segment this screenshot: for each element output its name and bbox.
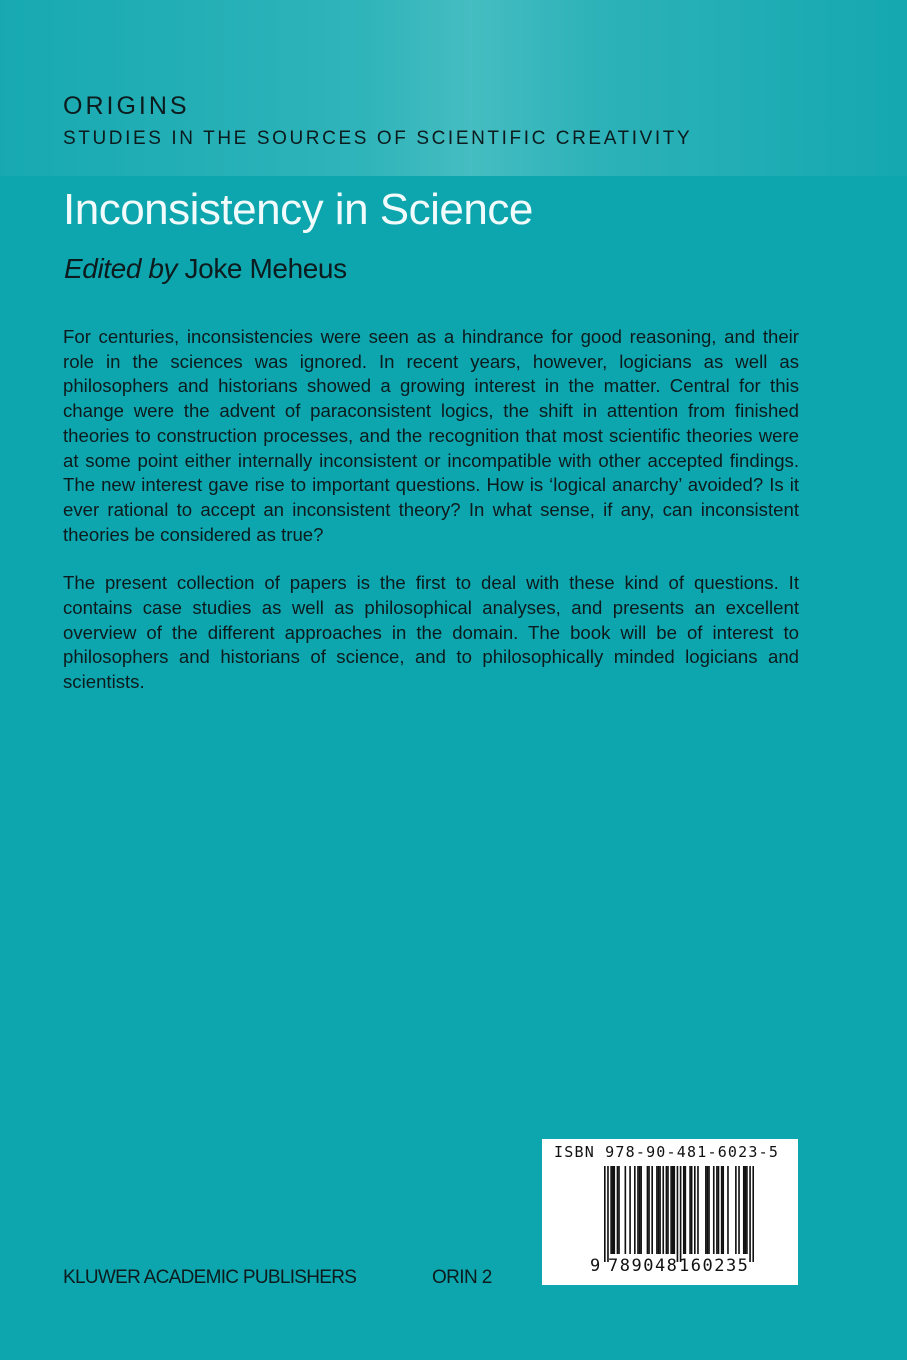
barcode-bar [612, 1166, 614, 1254]
barcode-bar [673, 1166, 675, 1254]
editor-name: Joke Meheus [184, 253, 347, 284]
editor-line [64, 250, 347, 288]
barcode-bar [677, 1166, 679, 1262]
barcode-bar [651, 1166, 653, 1254]
barcode-bar [656, 1166, 658, 1254]
barcode-bar [666, 1166, 668, 1254]
barcode-bar [685, 1166, 687, 1254]
barcode-bar [648, 1166, 650, 1254]
series-name: ORIGINS [63, 92, 190, 120]
barcode-bar [705, 1166, 707, 1254]
barcode-bar [613, 1166, 615, 1254]
book-title: Inconsistency in Science [63, 185, 533, 234]
barcode-bar [647, 1166, 649, 1254]
back-cover-blurb [63, 325, 799, 719]
barcode-bar [721, 1166, 723, 1254]
barcode-bar [629, 1166, 631, 1254]
barcode-bar [634, 1166, 636, 1254]
barcode-bar [743, 1166, 745, 1254]
barcode-bar [617, 1166, 619, 1254]
barcode-bar [637, 1166, 639, 1254]
barcode-bar [658, 1166, 660, 1254]
series-heading [63, 90, 692, 152]
barcode-panel [542, 1139, 798, 1285]
barcode-bar [735, 1166, 737, 1254]
barcode-bar [667, 1166, 669, 1254]
barcode-bar [662, 1166, 664, 1254]
barcode-bar [716, 1166, 718, 1254]
barcode-bar [610, 1166, 612, 1254]
barcode-bar [680, 1166, 682, 1262]
barcode-bar [697, 1166, 699, 1254]
barcode-bar [639, 1166, 641, 1254]
barcode-bar [618, 1166, 620, 1254]
barcode-bar [672, 1166, 674, 1254]
barcode-bar [640, 1166, 642, 1254]
barcode-bar [738, 1166, 740, 1254]
barcode-lead-digit: 9 [590, 1256, 601, 1276]
barcode-bar [670, 1166, 672, 1254]
barcode-bar [691, 1166, 693, 1254]
barcode-left-digits: 789048 [608, 1256, 679, 1276]
barcode-bar [727, 1166, 729, 1254]
barcode-bar [607, 1166, 609, 1262]
barcode-bar [708, 1166, 710, 1254]
series-code: ORIN 2 [432, 1267, 492, 1288]
series-subtitle: STUDIES IN THE SOURCES OF SCIENTIFIC CREATIVITY [63, 128, 693, 149]
barcode-icon [604, 1166, 754, 1262]
barcode-bar [745, 1166, 747, 1254]
barcode-bar [625, 1166, 627, 1254]
edited-by-label: Edited by [64, 253, 178, 284]
barcode-bar [752, 1166, 754, 1262]
barcode-bar [694, 1166, 696, 1254]
barcode-bar [683, 1166, 685, 1254]
barcode-bar [659, 1166, 661, 1254]
barcode-bar [746, 1166, 748, 1254]
barcode-bar [722, 1166, 724, 1254]
isbn-text: ISBN 978-90-481-6023-5 [554, 1143, 780, 1161]
barcode-right-digits: 160235 [679, 1256, 750, 1276]
barcode-bar [749, 1166, 751, 1262]
blurb-paragraph-2: The present collection of papers is the first to deal with these kind of questions. It contains case studies as well as philosophical analyses, and presents an excellent overview of the different approaches in the domain. The book will be of interest to philosophers and historians of science, and to philosophically minded logicians and scientists. [63, 572, 799, 693]
barcode-bar [604, 1166, 606, 1262]
barcode-bar [718, 1166, 720, 1254]
barcode-bar [707, 1166, 709, 1254]
barcode-bar [713, 1166, 715, 1254]
barcode-bar [689, 1166, 691, 1254]
publisher-name: KLUWER ACADEMIC PUBLISHERS [63, 1267, 357, 1288]
blurb-paragraph-1: For centuries, inconsistencies were seen as a hindrance for good reasoning, and their role in the sciences was ignored. In recent years, however, logicians as well as philosophers and historians showed a growing interest in the matter. Central for this change were the advent of paraconsistent logics, the shift in attention from finished theories to construction processes, and the recognition that most scientific theories were at some point either internally inconsistent or incompatible with other accepted findings. The new interest gave rise to important questions. How is ‘logical anarchy’ avoided? Is it ever rational to accept an inconsistent theory? In what sense, if any, can inconsistent theories be considered as true? [63, 326, 799, 545]
